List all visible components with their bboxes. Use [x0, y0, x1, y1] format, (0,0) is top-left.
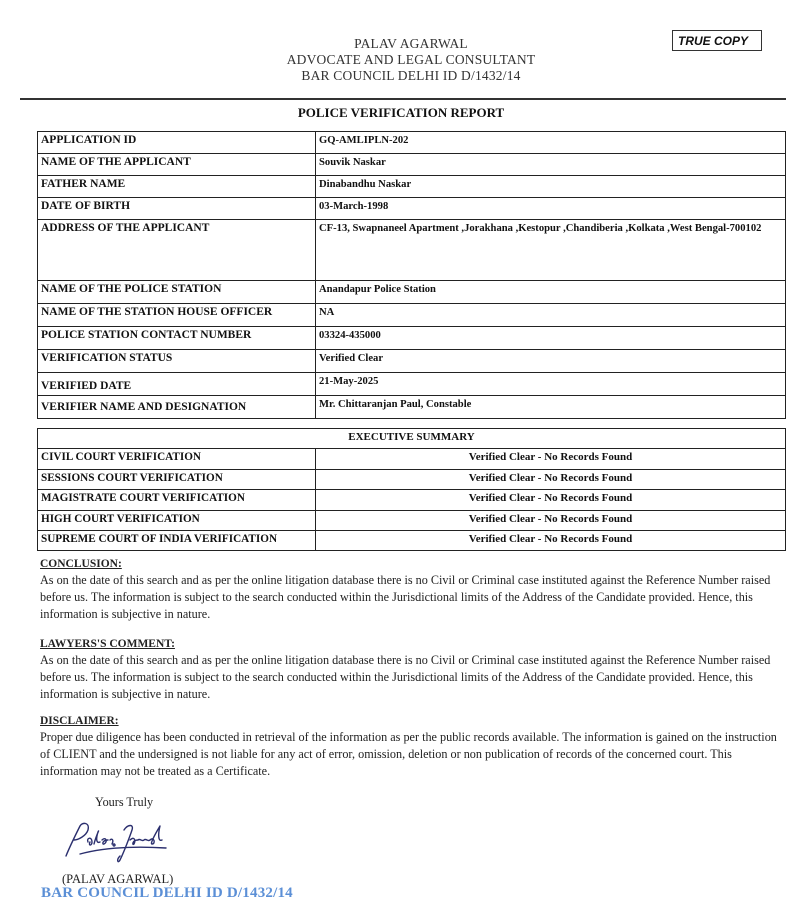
table-row	[38, 350, 786, 373]
signatory-bar-id: BAR COUNCIL DELHI ID D/1432/14	[41, 885, 293, 901]
summary-label-high-court: HIGH COURT VERIFICATION	[38, 510, 316, 530]
advocate-name: PALAV AGARWAL	[354, 36, 468, 51]
table-row	[38, 449, 786, 469]
row-label-dob: DATE OF BIRTH	[38, 198, 316, 220]
row-value-applicant-name: Souvik Naskar	[316, 154, 786, 176]
row-label-address: ADDRESS OF THE APPLICANT	[38, 220, 316, 281]
row-value-verified-date: 21-May-2025	[316, 373, 786, 396]
lawyers-comment-text: As on the date of this search and as per the online litigation database there is no Civil or Criminal case instituted against the Reference Number raised before us. The information is subject to the search conducted within the Jurisdictional limits of the Address of the Candidate provided. Hence, this information is subjective in nature.	[40, 653, 771, 702]
summary-value-civil: Verified Clear - No Records Found	[316, 449, 786, 469]
executive-summary-title: EXECUTIVE SUMMARY	[38, 429, 786, 449]
row-value-police-station: Anandapur Police Station	[316, 281, 786, 304]
report-title-text: POLICE VERIFICATION REPORT	[297, 105, 505, 120]
table-row	[38, 396, 786, 419]
lawyers-comment-section	[40, 637, 785, 704]
conclusion-text: As on the date of this search and as per the online litigation database there is no Civil or Criminal case instituted against the Reference Number raised before us. The information is subject to the search conducted within the Jurisdictional limits of the Address of the Candidate provided. Hence, this information is subjective in nature.	[40, 573, 771, 622]
summary-label-magistrate: MAGISTRATE COURT VERIFICATION	[38, 490, 316, 510]
table-row	[38, 530, 786, 550]
executive-summary-table	[37, 428, 786, 551]
row-label-application-id: APPLICATION ID	[38, 132, 316, 154]
row-value-father-name: Dinabandhu Naskar	[316, 176, 786, 198]
disclaimer-text: Proper due diligence has been conducted in retrieval of the information as per the public records available. The information is gained on the instruction of CLIENT and the undersigned is not liable for any act of error, omission, deletion or non publication of records of the concerned court. This information may not be treated as a Certificate.	[40, 730, 777, 779]
row-value-dob: 03-March-1998	[316, 198, 786, 220]
row-label-contact-number: POLICE STATION CONTACT NUMBER	[38, 327, 316, 350]
row-label-father-name: FATHER NAME	[38, 176, 316, 198]
lawyers-comment-heading: LAWYERS'S COMMENT:	[40, 638, 175, 650]
advocate-bar-id: BAR COUNCIL DELHI ID D/1432/14	[301, 68, 521, 83]
table-row	[38, 304, 786, 327]
table-row	[38, 132, 786, 154]
row-label-sho-name: NAME OF THE STATION HOUSE OFFICER	[38, 304, 316, 327]
table-row	[38, 469, 786, 489]
summary-label-supreme-court: SUPREME COURT OF INDIA VERIFICATION	[38, 530, 316, 550]
table-row	[38, 281, 786, 304]
table-row	[38, 490, 786, 510]
row-label-verification-status: VERIFICATION STATUS	[38, 350, 316, 373]
true-copy-stamp: TRUE COPY	[672, 30, 762, 51]
summary-value-magistrate: Verified Clear - No Records Found	[316, 490, 786, 510]
report-title	[0, 105, 802, 121]
table-row	[38, 373, 786, 396]
disclaimer-heading: DISCLAIMER:	[40, 715, 119, 727]
conclusion-heading: CONCLUSION:	[40, 558, 122, 570]
row-value-contact-number: 03324-435000	[316, 327, 786, 350]
applicant-details-table	[37, 131, 786, 419]
row-value-verification-status: Verified Clear	[316, 350, 786, 373]
signatory-name: (PALAV AGARWAL)	[62, 872, 174, 886]
disclaimer-section	[40, 714, 785, 781]
row-label-applicant-name: NAME OF THE APPLICANT	[38, 154, 316, 176]
table-row	[38, 154, 786, 176]
table-row	[38, 198, 786, 220]
row-value-sho-name: NA	[316, 304, 786, 327]
summary-value-high-court: Verified Clear - No Records Found	[316, 510, 786, 530]
header-divider	[20, 98, 786, 100]
closing-text: Yours Truly	[95, 795, 154, 809]
summary-value-sessions: Verified Clear - No Records Found	[316, 469, 786, 489]
table-row	[38, 510, 786, 530]
conclusion-section	[40, 557, 785, 624]
row-label-verified-date: VERIFIED DATE	[38, 373, 316, 396]
summary-label-civil: CIVIL COURT VERIFICATION	[38, 449, 316, 469]
advocate-title: ADVOCATE AND LEGAL CONSULTANT	[286, 52, 536, 67]
row-label-verifier: VERIFIER NAME AND DESIGNATION	[38, 396, 316, 419]
table-row	[38, 176, 786, 198]
row-value-address: CF-13, Swapnaneel Apartment ,Jorakhana ,Kestopur ,Chandiberia ,Kolkata ,West Bengal-700102	[316, 220, 786, 281]
row-value-verifier: Mr. Chittaranjan Paul, Constable	[316, 396, 786, 419]
summary-label-sessions: SESSIONS COURT VERIFICATION	[38, 469, 316, 489]
table-row	[38, 220, 786, 281]
row-label-police-station: NAME OF THE POLICE STATION	[38, 281, 316, 304]
summary-value-supreme-court: Verified Clear - No Records Found	[316, 530, 786, 550]
table-row	[38, 327, 786, 350]
signature-icon	[62, 818, 177, 868]
summary-header-row	[38, 429, 786, 449]
row-value-application-id: GQ-AMLIPLN-202	[316, 132, 786, 154]
